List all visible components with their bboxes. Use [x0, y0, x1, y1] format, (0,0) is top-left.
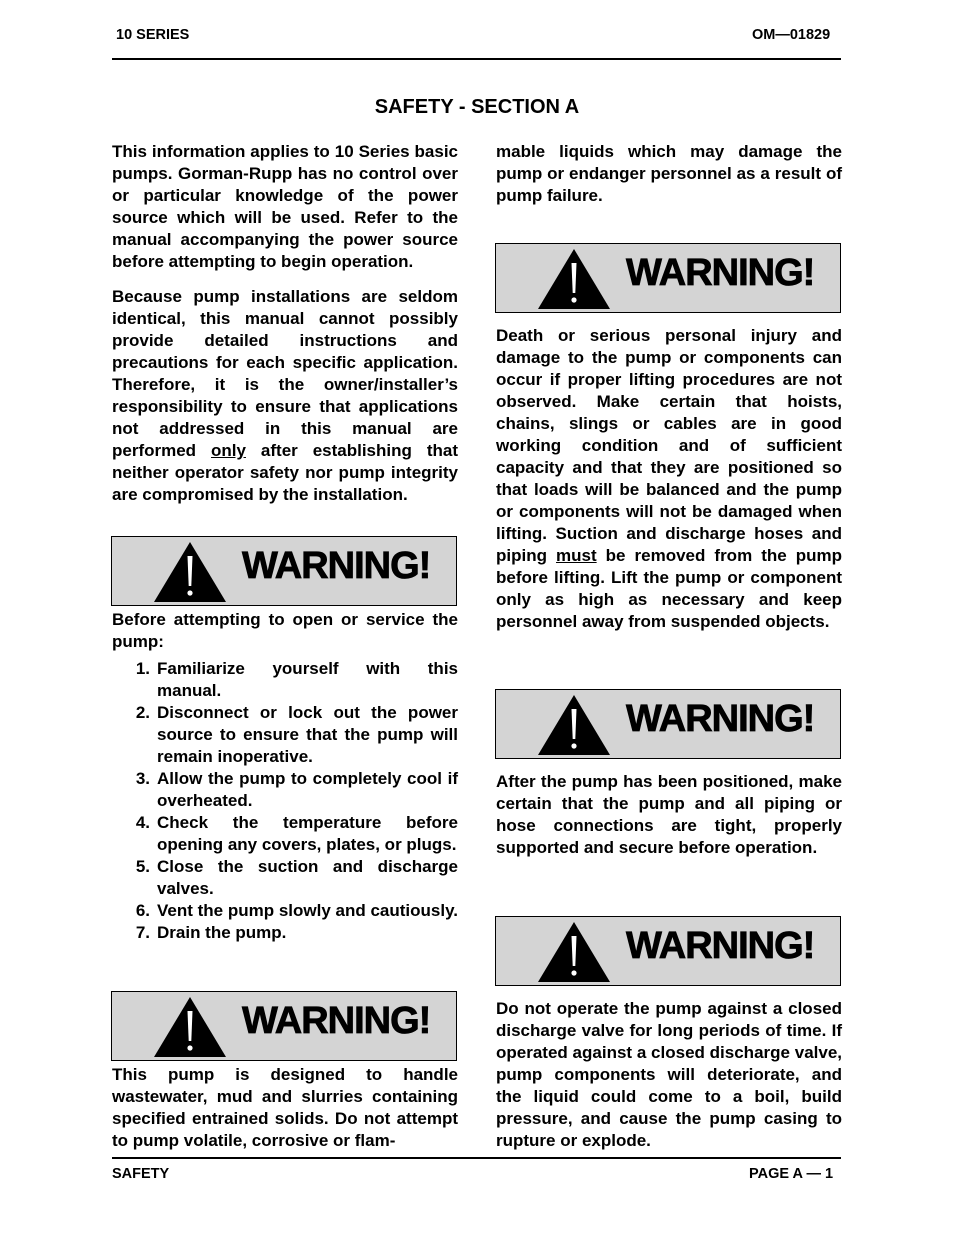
- liquids-warning-text: [112, 1064, 458, 1152]
- step-text: Close the suction and discharge valves.: [157, 857, 458, 898]
- step-text: Allow the pump to completely cool if overheated.: [157, 769, 458, 810]
- step-text: Check the temperature before opening any covers, plates, or plugs.: [157, 813, 458, 854]
- emphasis-must: must: [556, 546, 597, 565]
- service-warning-text: [112, 609, 458, 944]
- exclamation-triangle-icon: [152, 540, 228, 604]
- header-rule: [112, 58, 841, 60]
- list-item: [112, 856, 458, 900]
- right-column-continuation: [496, 141, 842, 207]
- step-number: 3.: [135, 769, 150, 788]
- list-item: [112, 702, 458, 768]
- service-steps-list: [112, 658, 458, 944]
- footer-page-number: PAGE A — 1: [749, 1166, 834, 1182]
- warning-label: WARNING!: [242, 1000, 431, 1042]
- continuation-paragraph: mable liquids which may damage the pump or endanger personnel as a result of pump failure.: [496, 142, 842, 205]
- warning-box-connections: [495, 689, 841, 759]
- discharge-valve-warning-text: [496, 998, 842, 1152]
- exclamation-triangle-icon: [536, 247, 612, 311]
- list-item: [112, 812, 458, 856]
- step-text: Vent the pump slowly and cautiously.: [157, 901, 459, 920]
- step-text: Drain the pump.: [157, 923, 287, 942]
- list-item: [112, 768, 458, 812]
- footer-rule: [112, 1157, 841, 1159]
- step-number: 2.: [135, 703, 150, 722]
- header-doc-number: OM—01829: [752, 27, 831, 43]
- header-series: 10 SERIES: [116, 27, 190, 43]
- exclamation-triangle-icon: [536, 693, 612, 757]
- warning-label: WARNING!: [626, 252, 815, 294]
- exclamation-triangle-icon: [152, 995, 228, 1059]
- lifting-paragraph: Death or serious personal injury and damage to the pump or components can occur if proper lifting procedures are not observed. Make certain that hoists, chains, slings or cables are in good working condition and of sufficient capacity and that they are positioned so that loads will be balanced and the pump or components will not be damaged when lifting. Suction and discharge hoses and piping must be removed from the pump before lifting. Lift the pump or component only as high as necessary and keep personnel away from suspended objects.: [496, 326, 842, 631]
- warning-box-lifting: [495, 243, 841, 313]
- step-number: 1.: [135, 659, 150, 678]
- footer-section: SAFETY: [112, 1166, 170, 1182]
- connections-warning-text: [496, 771, 842, 859]
- emphasis-only: only: [211, 441, 246, 460]
- connections-paragraph: After the pump has been positioned, make certain that the pump and all piping or hose connections are tight, properly supported and secure before operation.: [496, 772, 842, 857]
- list-item: [112, 922, 458, 944]
- liquids-paragraph: This pump is designed to handle wastewater, mud and slurries containing specified entrained solids. Do not attempt to pump volatile, corrosive or flam-: [112, 1065, 458, 1150]
- discharge-valve-paragraph: Do not operate the pump against a closed discharge valve for long periods of time. If operated against a closed discharge valve, pump components will deteriorate, and the liquid could come to a boil, build pressure, and cause the pump casing to rupture or explode.: [496, 999, 842, 1150]
- warning-box-discharge-valve: [495, 916, 841, 986]
- warning-box-liquids: [111, 991, 457, 1061]
- step-number: 6.: [135, 901, 150, 920]
- service-intro: Before attempting to open or service the pump:: [112, 610, 458, 651]
- warning-label: WARNING!: [626, 698, 815, 740]
- step-text: Disconnect or lock out the power source to ensure that the pump will remain inoperative.: [157, 703, 458, 766]
- step-number: 4.: [135, 813, 150, 832]
- step-text: Familiarize yourself with this manual.: [157, 659, 458, 700]
- step-number: 5.: [135, 857, 150, 876]
- page-title: SAFETY - SECTION A: [374, 96, 580, 118]
- step-number: 7.: [135, 923, 150, 942]
- installation-paragraph: Because pump installations are seldom identical, this manual cannot possibly provide detailed instructions and precautions for each specific application. Therefore, it is the owner/installer’s responsibility to ensure that applications not addressed in this manual are performed only after establishing that neither operator safety nor pump integrity are compromised by the installation.: [112, 287, 458, 504]
- exclamation-triangle-icon: [536, 920, 612, 984]
- lifting-warning-text: [496, 325, 842, 633]
- list-item: [112, 658, 458, 702]
- warning-label: WARNING!: [242, 545, 431, 587]
- list-item: [112, 900, 458, 922]
- warning-box-service: [111, 536, 457, 606]
- left-column: [112, 141, 458, 506]
- intro-paragraph: This information applies to 10 Series basic pumps. Gorman-Rupp has no control over or particular knowledge of the power source which will be used. Refer to the manual accompanying the power source before attempting to begin operation.: [112, 142, 458, 271]
- warning-label: WARNING!: [626, 925, 815, 967]
